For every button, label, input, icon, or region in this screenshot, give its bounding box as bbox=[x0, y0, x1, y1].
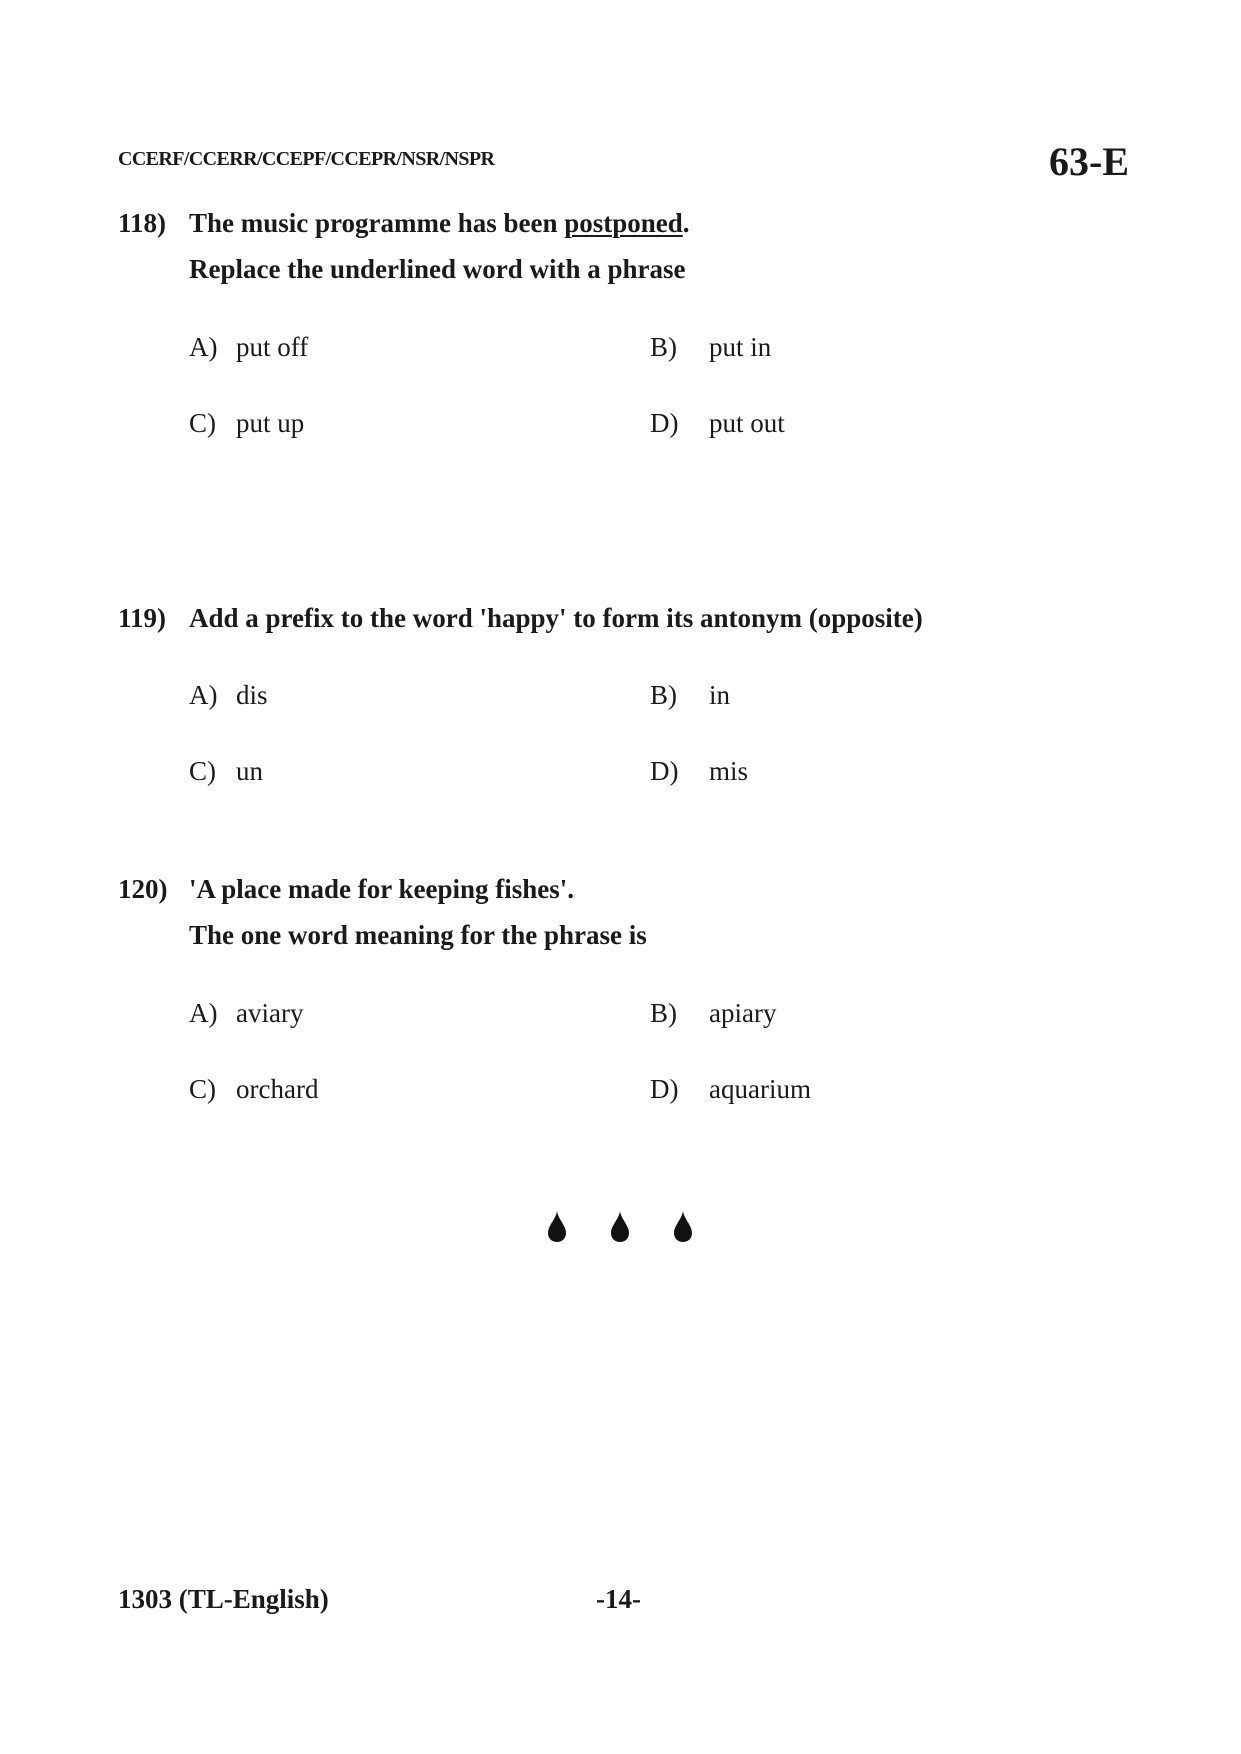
option-118-d-text: put out bbox=[709, 408, 785, 438]
option-119-a-letter: A) bbox=[189, 680, 218, 710]
question-120-number: 120) bbox=[118, 874, 168, 904]
series-code: CCERF/CCERR/CCEPF/CCEPR/NSR/NSPR bbox=[118, 148, 495, 170]
option-119-d-text: mis bbox=[709, 756, 749, 786]
drop-icon bbox=[674, 1210, 692, 1242]
option-118-b-text: put in bbox=[709, 332, 772, 362]
drop-icon bbox=[611, 1210, 629, 1242]
page-number: -14- bbox=[596, 1584, 641, 1614]
option-120-a-letter: A) bbox=[189, 998, 218, 1028]
question-119-text: Add a prefix to the word 'happy' to form its antonym (opposite) bbox=[189, 603, 923, 633]
option-120-b-letter: B) bbox=[650, 998, 677, 1028]
option-119-c-text: un bbox=[236, 756, 263, 786]
question-118-number: 118) bbox=[118, 208, 167, 238]
option-118-a-letter: A) bbox=[189, 332, 218, 362]
option-118-a-text: put off bbox=[236, 332, 309, 362]
option-119-b-letter: B) bbox=[650, 680, 677, 710]
question-118-instruction: Replace the underlined word with a phrase bbox=[189, 254, 686, 284]
paper-code: 1303 (TL-English) bbox=[118, 1584, 329, 1614]
option-118-c-letter: C) bbox=[189, 408, 216, 438]
option-120-b-text: apiary bbox=[709, 998, 777, 1028]
option-120-c-text: orchard bbox=[236, 1074, 319, 1104]
question-118-text-end: . bbox=[682, 208, 690, 238]
question-118-text bbox=[189, 208, 690, 239]
option-120-c-letter: C) bbox=[189, 1074, 216, 1104]
drop-icon bbox=[548, 1210, 566, 1242]
option-120-a-text: aviary bbox=[236, 998, 304, 1028]
option-118-b-letter: B) bbox=[650, 332, 677, 362]
set-code: 63-E bbox=[1049, 139, 1129, 184]
end-marks-graphic bbox=[543, 1208, 698, 1244]
option-118-d-letter: D) bbox=[650, 408, 679, 438]
option-119-c-letter: C) bbox=[189, 756, 216, 786]
option-119-b-text: in bbox=[709, 680, 731, 710]
question-119-number: 119) bbox=[118, 603, 167, 633]
option-118-c-text: put up bbox=[236, 408, 305, 438]
option-119-d-letter: D) bbox=[650, 756, 679, 786]
option-119-a-text: dis bbox=[236, 680, 268, 710]
question-118-text-start: The music programme has been bbox=[189, 208, 565, 238]
option-120-d-letter: D) bbox=[650, 1074, 679, 1104]
end-marks bbox=[543, 1208, 698, 1244]
underlined-word: postponed bbox=[564, 208, 683, 238]
option-120-d-text: aquarium bbox=[709, 1074, 811, 1104]
question-120-text: 'A place made for keeping fishes'. bbox=[189, 874, 575, 904]
question-120-instruction: The one word meaning for the phrase is bbox=[189, 920, 647, 950]
